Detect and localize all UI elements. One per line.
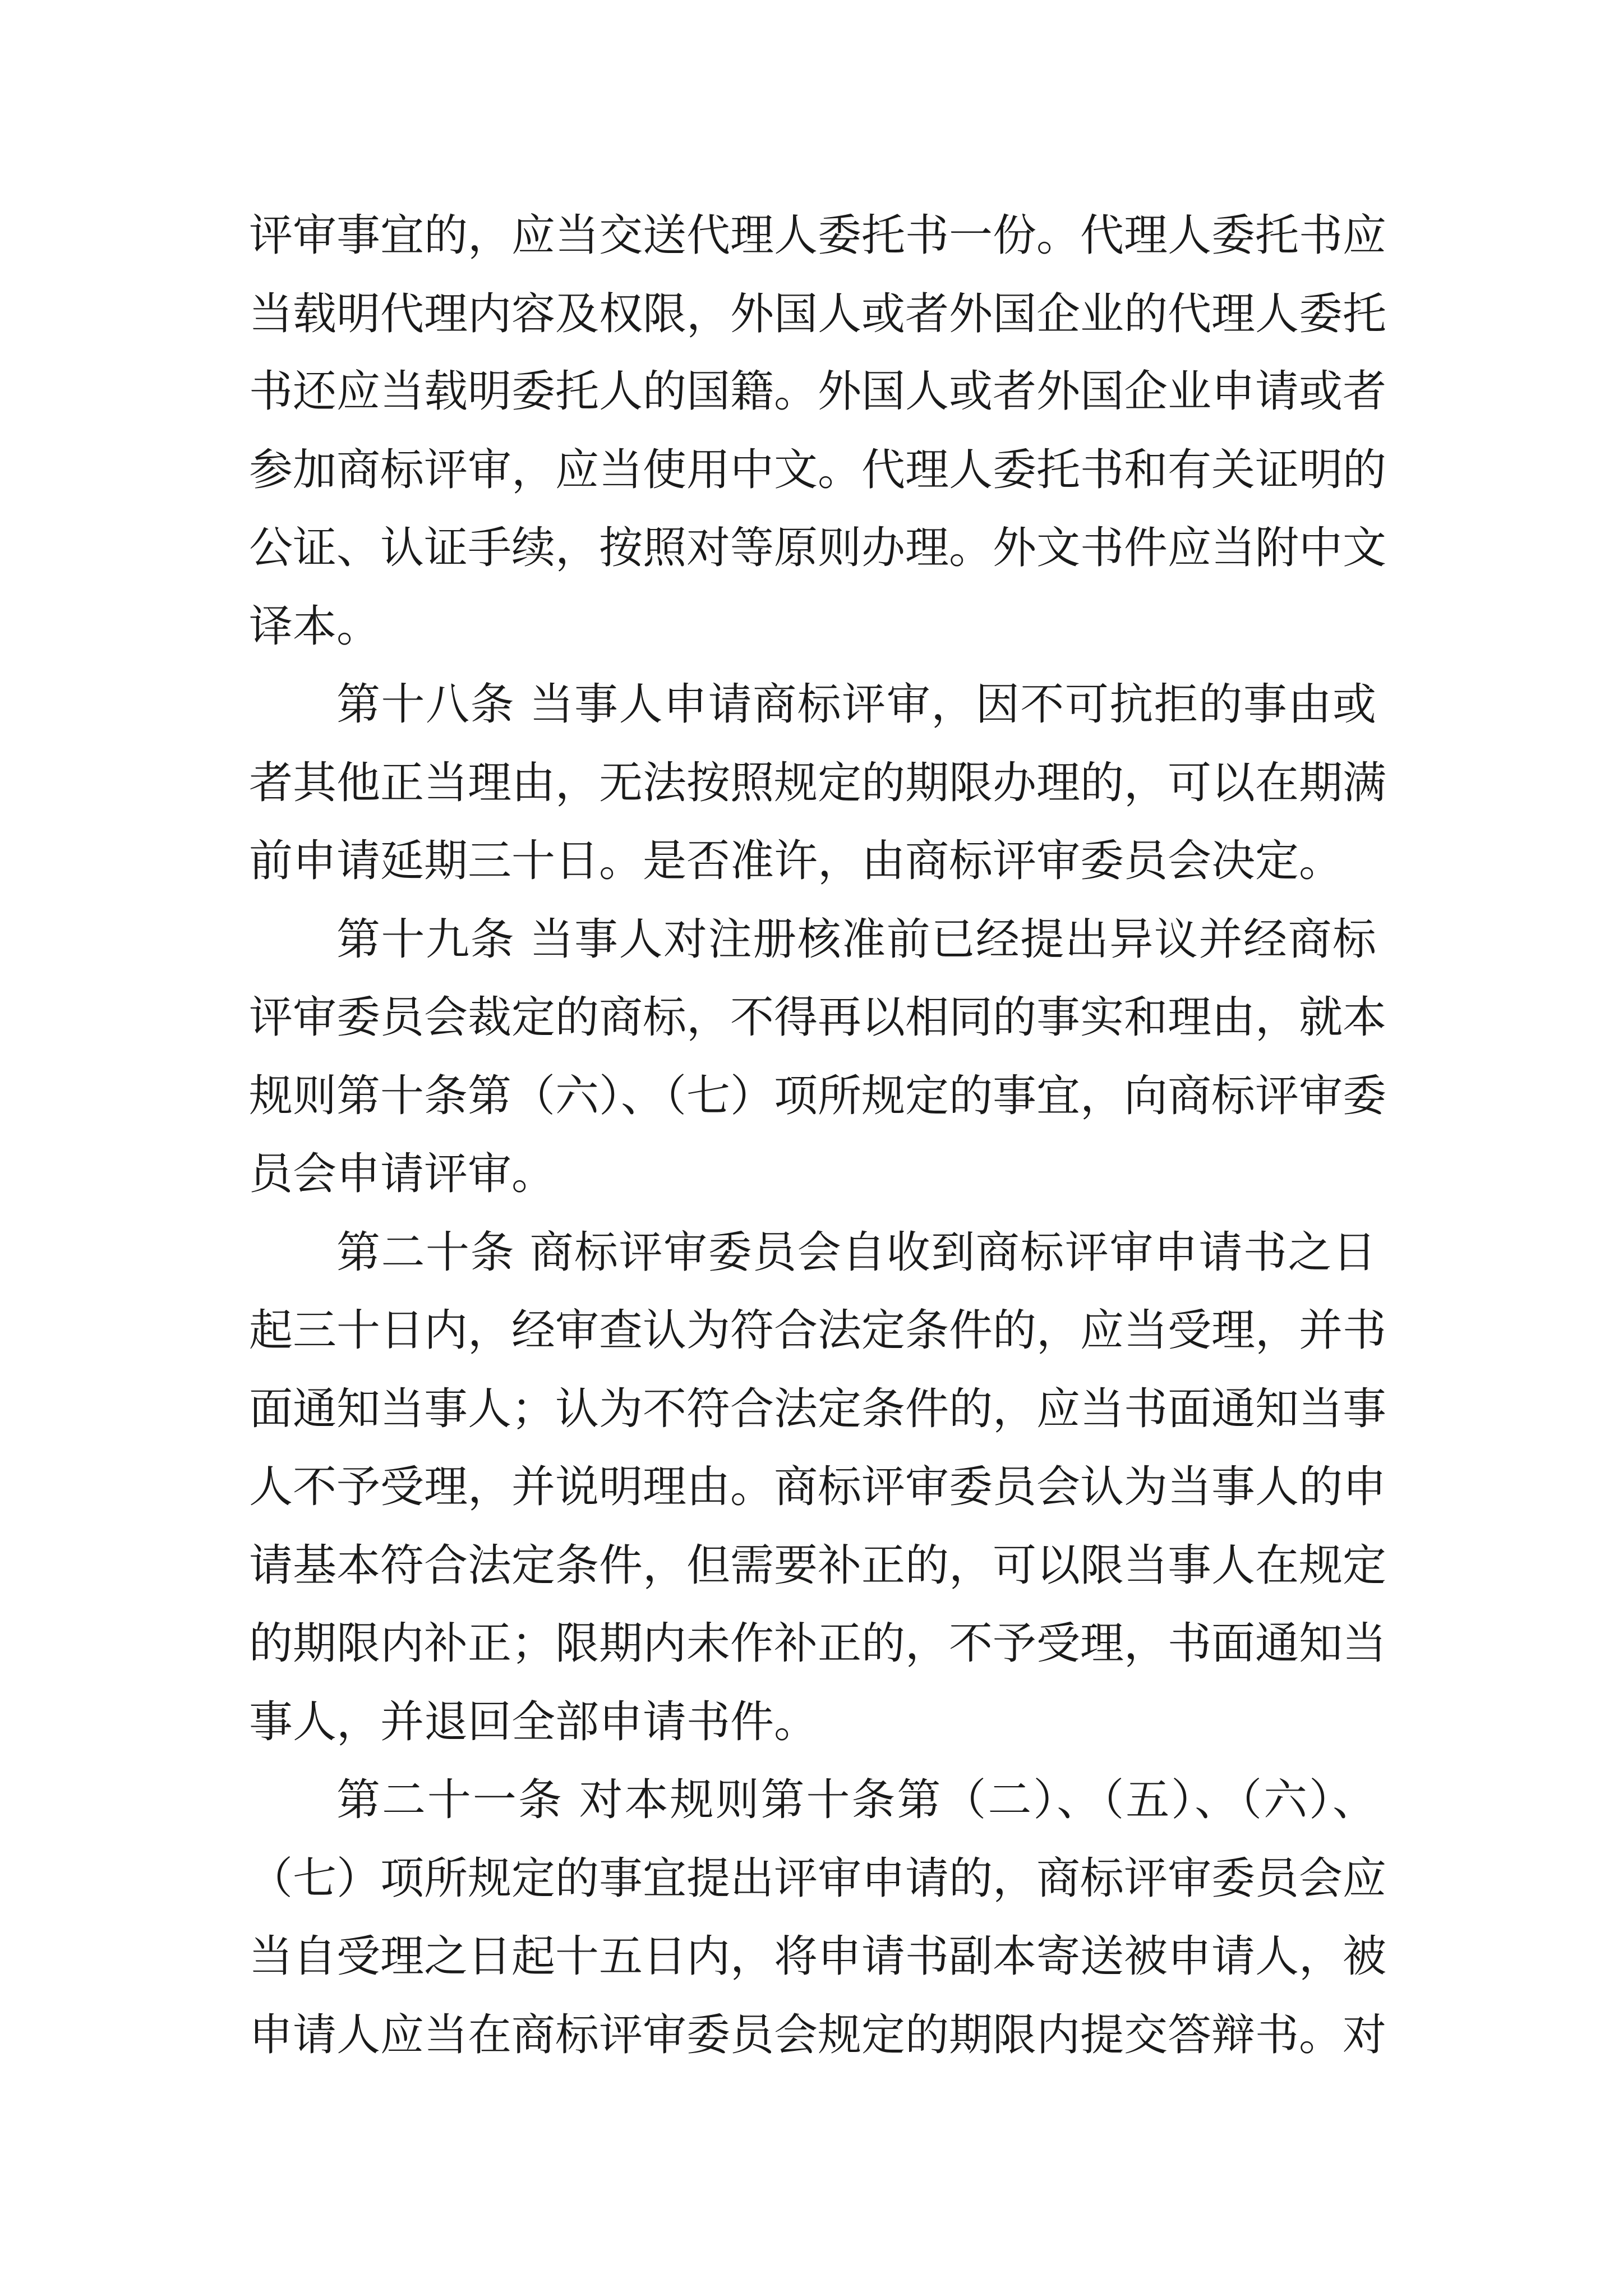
text-line: 当载明代理内容及权限，外国人或者外国企业的代理人委托 <box>249 289 1387 339</box>
text-line: 员会申请评审。 <box>249 1149 556 1199</box>
text-line: 公证、认证手续，按照对等原则办理。外文书件应当附中文 <box>249 523 1387 573</box>
text-line: 评审委员会裁定的商标，不得再以相同的事实和理由，就本 <box>249 992 1387 1043</box>
article-18-heading-line: 第十八条 当事人申请商标评审，因不可抗拒的事由或 <box>336 679 1376 730</box>
text-line: 人不予受理，并说明理由。商标评审委员会认为当事人的申 <box>249 1462 1387 1512</box>
article-19-heading-line: 第十九条 当事人对注册核准前已经提出异议并经商标 <box>336 914 1376 965</box>
text-line: 者其他正当理由，无法按照规定的期限办理的，可以在期满 <box>249 758 1387 808</box>
text-line: 起三十日内，经审查认为符合法定条件的，应当受理，并书 <box>249 1305 1387 1356</box>
text-line: 面通知当事人；认为不符合法定条件的，应当书面通知当事 <box>249 1384 1387 1434</box>
text-line: 译本。 <box>249 601 381 652</box>
text-line: 规则第十条第（六）、（七）项所规定的事宜，向商标评审委 <box>249 1071 1387 1121</box>
text-line: 评审事宜的，应当交送代理人委托书一份。代理人委托书应 <box>249 210 1387 261</box>
text-line: 当自受理之日起十五日内，将申请书副本寄送被申请人，被 <box>249 1931 1387 1982</box>
text-line: 的期限内补正；限期内未作补正的，不予受理，书面通知当 <box>249 1618 1387 1669</box>
text-line: 申请人应当在商标评审委员会规定的期限内提交答辩书。对 <box>249 2010 1387 2060</box>
text-line: 前申请延期三十日。是否准许，由商标评审委员会决定。 <box>249 836 1343 886</box>
text-line: 参加商标评审，应当使用中文。代理人委托书和有关证明的 <box>249 445 1387 495</box>
text-line: （七）项所规定的事宜提出评审申请的，商标评审委员会应 <box>249 1853 1387 1904</box>
article-21-heading-line: 第二十一条 对本规则第十条第（二）、（五）、（六）、 <box>336 1775 1376 1825</box>
article-20-heading-line: 第二十条 商标评审委员会自收到商标评审申请书之日 <box>336 1227 1376 1278</box>
text-line: 书还应当载明委托人的国籍。外国人或者外国企业申请或者 <box>249 366 1387 417</box>
text-line: 事人，并退回全部申请书件。 <box>249 1697 818 1747</box>
text-line: 请基本符合法定条件，但需要补正的，可以限当事人在规定 <box>249 1540 1387 1591</box>
